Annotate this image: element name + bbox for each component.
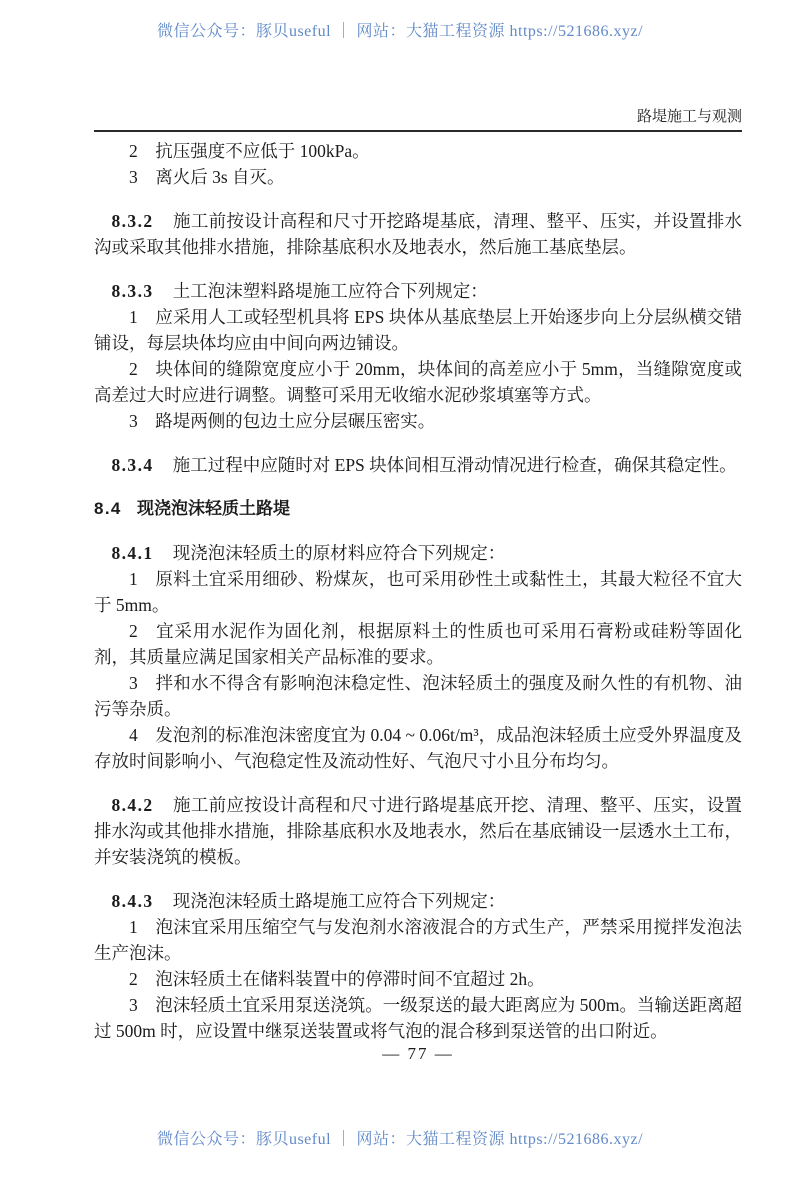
list-item-2 <box>94 966 742 992</box>
clause-8-3-3 <box>94 278 742 304</box>
watermark-footer: 微信公众号：豚贝useful ｜ 网站：大猫工程资源 https://521686.xyz/ <box>156 1131 644 1148</box>
list-item-3 <box>94 992 742 1044</box>
list-item-1 <box>94 914 742 966</box>
item-text: 发泡剂的标准泡沫密度宜为 0.04 ~ 0.06t/m³，成品泡沫轻质土应受外界温度及存放时间影响小、气泡稳定性及流动性好、气泡尺寸小且分布均匀。 <box>94 725 742 771</box>
list-item-3 <box>94 164 742 190</box>
clause-text: 现浇泡沫轻质土的原材料应符合下列规定： <box>172 543 506 563</box>
clause-8-4-1 <box>94 540 742 566</box>
clause-number: 8.4.3 <box>111 891 154 911</box>
list-item-2 <box>94 618 742 670</box>
item-number: 1 <box>129 307 138 327</box>
section-title: 现浇泡沫轻质土路堤 <box>137 499 291 518</box>
item-text: 离火后 3s 自灭。 <box>155 167 285 187</box>
running-title: 路堤施工与观测 <box>636 109 742 125</box>
item-number: 3 <box>129 167 138 187</box>
clause-number: 8.3.4 <box>111 455 154 475</box>
clause-number: 8.3.2 <box>111 211 154 231</box>
item-text: 抗压强度不应低于 100kPa。 <box>155 141 370 161</box>
clause-text: 土工泡沫塑料路堤施工应符合下列规定： <box>172 281 488 301</box>
item-text: 泡沫轻质土宜采用泵送浇筑。一级泵送的最大距离应为 500m。当输送距离超过 500m 时，应设置中继泵送装置或将气泡的混合移到泵送管的出口附近。 <box>94 995 742 1041</box>
list-item-1 <box>94 566 742 618</box>
item-text: 应采用人工或轻型机具将 EPS 块体从基底垫层上开始逐步向上分层纵横交错铺设，每层块体均应由中间向两边铺设。 <box>94 307 742 353</box>
list-item-2 <box>94 138 742 164</box>
list-item-3 <box>94 670 742 722</box>
section-number: 8.4 <box>94 499 122 518</box>
section-heading-8-4 <box>94 496 742 522</box>
clause-8-4-3 <box>94 888 742 914</box>
clause-text: 施工前按设计高程和尺寸开挖路堤基底，清理、整平、压实，并设置排水沟或采取其他排水措施，排除基底积水及地表水，然后施工基底垫层。 <box>94 211 742 257</box>
item-number: 3 <box>129 995 138 1015</box>
item-text: 泡沫宜采用压缩空气与发泡剂水溶液混合的方式生产，严禁采用搅拌发泡法生产泡沫。 <box>94 917 742 963</box>
list-item-4 <box>94 722 742 774</box>
item-number: 2 <box>129 141 138 161</box>
item-number: 3 <box>129 673 138 693</box>
list-item-2 <box>94 356 742 408</box>
item-number: 2 <box>129 359 138 379</box>
list-item-1 <box>94 304 742 356</box>
clause-8-3-2 <box>94 208 742 260</box>
header-rule <box>94 130 742 132</box>
clause-number: 8.4.1 <box>111 543 154 563</box>
item-number: 1 <box>129 569 138 589</box>
item-number: 3 <box>129 411 138 431</box>
item-number: 2 <box>129 621 138 641</box>
list-item-3 <box>94 408 742 434</box>
page-body <box>94 138 742 1044</box>
clause-text: 施工过程中应随时对 EPS 块体间相互滑动情况进行检查，确保其稳定性。 <box>172 455 737 475</box>
item-text: 宜采用水泥作为固化剂，根据原料土的性质也可采用石膏粉或硅粉等固化剂，其质量应满足国家相关产品标准的要求。 <box>94 621 742 667</box>
clause-8-3-4 <box>94 452 742 478</box>
item-text: 原料土宜采用细砂、粉煤灰，也可采用砂性土或黏性土，其最大粒径不宜大于 5mm。 <box>94 569 742 615</box>
item-number: 2 <box>129 969 138 989</box>
item-number: 1 <box>129 917 138 937</box>
page-number: — 77 — <box>382 1044 454 1063</box>
clause-number: 8.3.3 <box>111 281 154 301</box>
item-text: 路堤两侧的包边土应分层碾压密实。 <box>155 411 436 431</box>
clause-number: 8.4.2 <box>111 795 154 815</box>
item-text: 拌和水不得含有影响泡沫稳定性、泡沫轻质土的强度及耐久性的有机物、油污等杂质。 <box>94 673 742 719</box>
clause-text: 施工前应按设计高程和尺寸进行路堤基底开挖、清理、整平、压实，设置排水沟或其他排水措施，排除基底积水及地表水，然后在基底铺设一层透水土工布，并安装浇筑的模板。 <box>94 795 742 867</box>
clause-text: 现浇泡沫轻质土路堤施工应符合下列规定： <box>172 891 506 911</box>
item-text: 泡沫轻质土在储料装置中的停滞时间不宜超过 2h。 <box>155 969 545 989</box>
item-text: 块体间的缝隙宽度应小于 20mm，块体间的高差应小于 5mm，当缝隙宽度或高差过大时应进行调整。调整可采用无收缩水泥砂浆填塞等方式。 <box>94 359 742 405</box>
clause-8-4-2 <box>94 792 742 870</box>
watermark-header: 微信公众号：豚贝useful ｜ 网站：大猫工程资源 https://521686.xyz/ <box>156 23 644 40</box>
item-number: 4 <box>129 725 138 745</box>
